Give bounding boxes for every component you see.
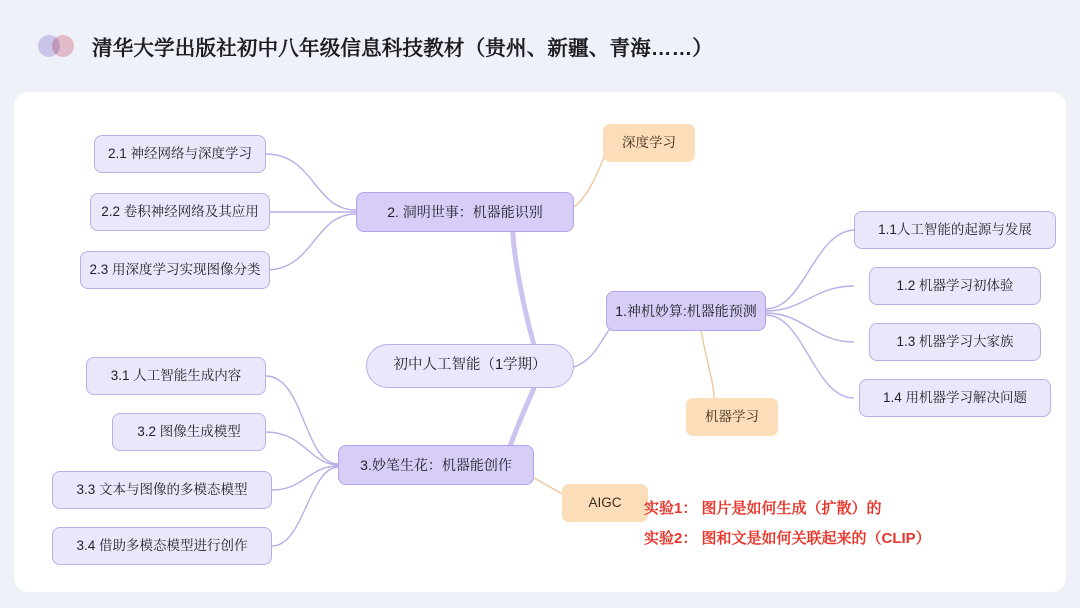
tag-machine-learning[interactable]: 机器学习	[686, 398, 778, 436]
node-2-1[interactable]: 2.1 神经网络与深度学习	[94, 135, 266, 173]
node-1-4[interactable]: 1.4 用机器学习解决问题	[859, 379, 1051, 417]
note-experiment-2: 实验2： 图和文是如何关联起来的（CLIP）	[644, 530, 931, 547]
tag-deep-learning[interactable]: 深度学习	[603, 124, 695, 162]
branch-node-2[interactable]: 2. 洞明世事：机器能识别	[356, 192, 574, 232]
note-experiment-1: 实验1： 图片是如何生成（扩散）的	[644, 500, 882, 517]
node-2-2[interactable]: 2.2 卷积神经网络及其应用	[90, 193, 270, 231]
node-1-1[interactable]: 1.1人工智能的起源与发展	[854, 211, 1056, 249]
node-3-3[interactable]: 3.3 文本与图像的多模态模型	[52, 471, 272, 509]
page-header	[0, 0, 1080, 92]
node-3-2[interactable]: 3.2 图像生成模型	[112, 413, 266, 451]
page-title: 清华大学出版社初中八年级信息科技教材（贵州、新疆、青海……）	[92, 37, 713, 60]
two-overlapping-circles-logo-icon	[38, 35, 78, 57]
branch-node-1[interactable]: 1.神机妙算:机器能预测	[606, 291, 766, 331]
mindmap-canvas	[14, 92, 1066, 592]
node-2-3[interactable]: 2.3 用深度学习实现图像分类	[80, 251, 270, 289]
branch-node-3[interactable]: 3.妙笔生花：机器能创作	[338, 445, 534, 485]
node-1-3[interactable]: 1.3 机器学习大家族	[869, 323, 1041, 361]
node-3-4[interactable]: 3.4 借助多模态模型进行创作	[52, 527, 272, 565]
node-1-2[interactable]: 1.2 机器学习初体验	[869, 267, 1041, 305]
tag-aigc[interactable]: AIGC	[562, 484, 648, 522]
mindmap-center-node[interactable]: 初中人工智能（1学期）	[366, 344, 574, 388]
node-3-1[interactable]: 3.1 人工智能生成内容	[86, 357, 266, 395]
